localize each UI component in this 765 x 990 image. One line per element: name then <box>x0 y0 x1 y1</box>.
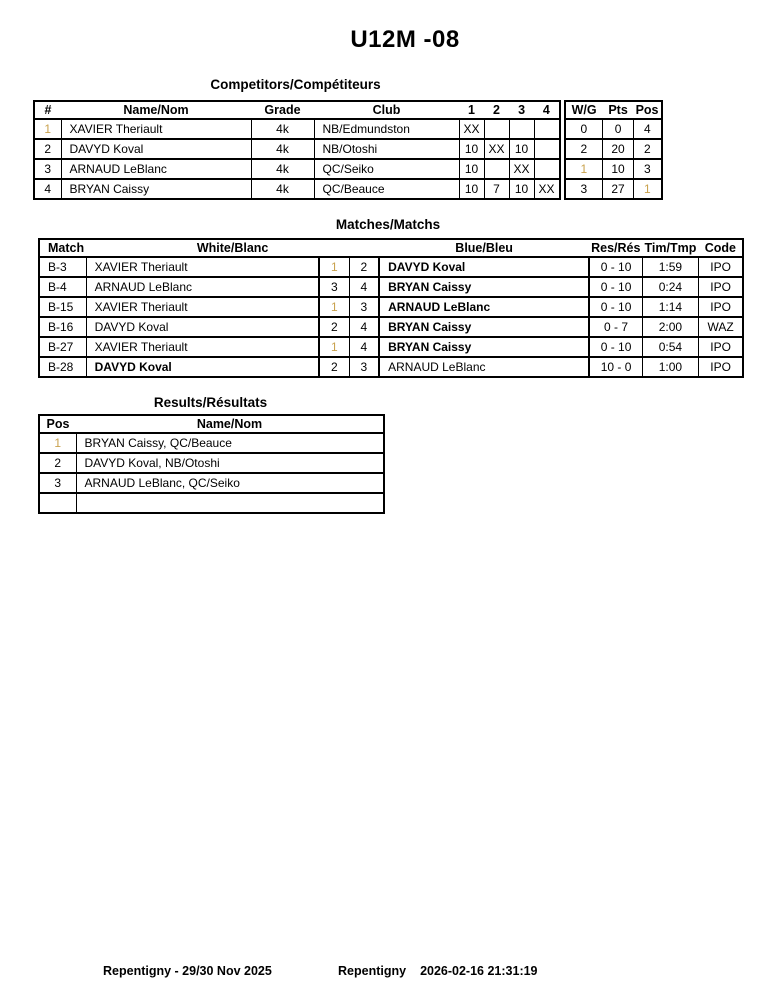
competitors-table <box>33 100 561 200</box>
white-name-cell: XAVIER Theriault <box>86 257 319 277</box>
score-cell-r1: XX <box>459 119 484 139</box>
competitor-number-cell: 1 <box>34 119 61 139</box>
score-cell-r3 <box>509 119 534 139</box>
match-row <box>39 317 743 337</box>
result-cell: 0 - 10 <box>589 257 642 277</box>
time-cell: 1:59 <box>642 257 698 277</box>
col-header-wins: W/G <box>565 101 603 119</box>
col-header-points: Pts <box>603 101 634 119</box>
col-header-round1: 1 <box>459 101 484 119</box>
result-cell: 0 - 10 <box>589 337 642 357</box>
blue-number-cell: 2 <box>349 257 379 277</box>
col-header-white: White/Blanc <box>86 239 379 257</box>
score-cell-r4: XX <box>534 179 560 199</box>
score-cell-r4 <box>534 159 560 179</box>
time-cell: 0:24 <box>642 277 698 297</box>
result-name-cell: ARNAUD LeBlanc, QC/Seiko <box>76 473 384 493</box>
white-number-cell: 1 <box>319 337 349 357</box>
col-header-number: # <box>34 101 61 119</box>
wins-cell: 1 <box>565 159 603 179</box>
blue-name-cell: ARNAUD LeBlanc <box>379 357 589 377</box>
competitor-name-cell: BRYAN Caissy <box>61 179 251 199</box>
match-id-cell: B-16 <box>39 317 86 337</box>
col-header-result: Res/Rés <box>591 241 641 255</box>
match-id-cell: B-3 <box>39 257 86 277</box>
score-cell-r4 <box>534 119 560 139</box>
matches-table <box>38 238 744 378</box>
blue-number-cell: 4 <box>349 277 379 297</box>
wins-cell: 0 <box>565 119 603 139</box>
footer-event-date: Repentigny - 29/30 Nov 2025 <box>103 964 272 978</box>
result-position-cell: 3 <box>39 473 76 493</box>
result-cell: 0 - 10 <box>589 297 642 317</box>
col-header-position: Pos <box>634 101 662 119</box>
blue-number-cell: 4 <box>349 337 379 357</box>
white-number-cell: 2 <box>319 317 349 337</box>
competitor-name-cell: DAVYD Koval <box>61 139 251 159</box>
position-cell: 4 <box>634 119 662 139</box>
competitors-summary-table <box>564 100 663 200</box>
white-number-cell: 3 <box>319 277 349 297</box>
points-cell: 0 <box>603 119 634 139</box>
points-cell: 27 <box>603 179 634 199</box>
blue-name-cell: BRYAN Caissy <box>379 277 589 297</box>
points-cell: 20 <box>603 139 634 159</box>
white-name-cell: XAVIER Theriault <box>86 297 319 317</box>
white-number-cell: 1 <box>319 257 349 277</box>
match-id-cell: B-27 <box>39 337 86 357</box>
blue-name-cell: ARNAUD LeBlanc <box>379 297 589 317</box>
score-cell-r3: 10 <box>509 179 534 199</box>
matches-section <box>38 238 744 378</box>
result-cell: 0 - 7 <box>589 317 642 337</box>
competitor-number-cell: 2 <box>34 139 61 159</box>
col-header-position: Pos <box>39 415 76 433</box>
col-header-name: Name/Nom <box>76 415 384 433</box>
competitor-name-cell: XAVIER Theriault <box>61 119 251 139</box>
competitor-row <box>34 159 560 179</box>
competitor-number-cell: 3 <box>34 159 61 179</box>
competitor-grade-cell: 4k <box>251 179 314 199</box>
result-position-cell <box>39 493 76 513</box>
competitor-grade-cell: 4k <box>251 139 314 159</box>
points-cell: 10 <box>603 159 634 179</box>
competitors-header-row <box>34 101 560 119</box>
col-header-name: Name/Nom <box>61 101 251 119</box>
white-name-cell: XAVIER Theriault <box>86 337 319 357</box>
matches-header-row <box>39 239 743 257</box>
competitor-club-cell: QC/Seiko <box>314 159 459 179</box>
code-cell: IPO <box>698 357 743 377</box>
time-cell: 1:14 <box>642 297 698 317</box>
blue-name-cell: DAVYD Koval <box>379 257 589 277</box>
competitor-number-cell: 4 <box>34 179 61 199</box>
score-cell-r1: 10 <box>459 179 484 199</box>
match-row <box>39 357 743 377</box>
competitor-row <box>34 139 560 159</box>
score-cell-r2: XX <box>484 139 509 159</box>
result-cell: 10 - 0 <box>589 357 642 377</box>
match-row <box>39 277 743 297</box>
competitor-grade-cell: 4k <box>251 159 314 179</box>
position-cell: 3 <box>634 159 662 179</box>
summary-row <box>565 179 662 199</box>
score-cell-r3: 10 <box>509 139 534 159</box>
competitor-row <box>34 179 560 199</box>
result-row <box>39 433 384 453</box>
match-id-cell: B-28 <box>39 357 86 377</box>
match-row <box>39 257 743 277</box>
blue-name-cell: BRYAN Caissy <box>379 317 589 337</box>
competitor-grade-cell: 4k <box>251 119 314 139</box>
summary-row <box>565 119 662 139</box>
result-name-cell: BRYAN Caissy, QC/Beauce <box>76 433 384 453</box>
score-cell-r1: 10 <box>459 139 484 159</box>
competitor-club-cell: NB/Otoshi <box>314 139 459 159</box>
footer-print-info <box>338 964 538 978</box>
competitor-club-cell: QC/Beauce <box>314 179 459 199</box>
col-header-round2: 2 <box>484 101 509 119</box>
code-cell: IPO <box>698 337 743 357</box>
code-cell: IPO <box>698 257 743 277</box>
wins-cell: 2 <box>565 139 603 159</box>
white-name-cell: ARNAUD LeBlanc <box>86 277 319 297</box>
col-header-blue: Blue/Bleu <box>379 239 589 257</box>
summary-header-row <box>565 101 662 119</box>
blue-number-cell: 4 <box>349 317 379 337</box>
summary-row <box>565 159 662 179</box>
white-number-cell: 1 <box>319 297 349 317</box>
score-cell-r2: 7 <box>484 179 509 199</box>
col-header-round3: 3 <box>509 101 534 119</box>
col-header-round4: 4 <box>534 101 560 119</box>
match-row <box>39 297 743 317</box>
white-name-cell: DAVYD Koval <box>86 317 319 337</box>
results-header-row <box>39 415 384 433</box>
col-header-code: Code <box>698 239 743 257</box>
result-position-cell: 1 <box>39 433 76 453</box>
col-header-match: Match <box>39 239 86 257</box>
competitor-row <box>34 119 560 139</box>
score-cell-r3: XX <box>509 159 534 179</box>
col-header-time: Tim/Tmp <box>644 241 697 255</box>
match-id-cell: B-4 <box>39 277 86 297</box>
wins-cell: 3 <box>565 179 603 199</box>
white-number-cell: 2 <box>319 357 349 377</box>
result-row <box>39 473 384 493</box>
result-cell: 0 - 10 <box>589 277 642 297</box>
code-cell: IPO <box>698 297 743 317</box>
match-row <box>39 337 743 357</box>
result-name-cell <box>76 493 384 513</box>
matches-section-title: Matches/Matchs <box>335 217 441 232</box>
footer-print-datetime: 2026-02-16 21:31:19 <box>420 964 538 978</box>
white-name-cell: DAVYD Koval <box>86 357 319 377</box>
blue-number-cell: 3 <box>349 357 379 377</box>
time-cell: 1:00 <box>642 357 698 377</box>
time-cell: 0:54 <box>642 337 698 357</box>
code-cell: WAZ <box>698 317 743 337</box>
result-position-cell: 2 <box>39 453 76 473</box>
result-row <box>39 453 384 473</box>
col-header-grade: Grade <box>251 101 314 119</box>
col-header-club: Club <box>314 101 459 119</box>
time-cell: 2:00 <box>642 317 698 337</box>
score-cell-r1: 10 <box>459 159 484 179</box>
competitor-club-cell: NB/Edmundston <box>314 119 459 139</box>
match-id-cell: B-15 <box>39 297 86 317</box>
page-title: U12M -08 <box>350 26 460 53</box>
position-cell: 1 <box>634 179 662 199</box>
results-section <box>38 414 385 514</box>
position-cell: 2 <box>634 139 662 159</box>
competitor-name-cell: ARNAUD LeBlanc <box>61 159 251 179</box>
blue-name-cell: BRYAN Caissy <box>379 337 589 357</box>
results-table <box>38 414 385 514</box>
results-section-title: Results/Résultats <box>153 395 268 410</box>
code-cell: IPO <box>698 277 743 297</box>
competitors-section <box>33 100 663 200</box>
score-cell-r4 <box>534 139 560 159</box>
result-row <box>39 493 384 513</box>
score-cell-r2 <box>484 119 509 139</box>
score-cell-r2 <box>484 159 509 179</box>
blue-number-cell: 3 <box>349 297 379 317</box>
footer-print-place: Repentigny <box>338 964 407 978</box>
competitors-section-title: Competitors/Compétiteurs <box>210 77 381 92</box>
summary-row <box>565 139 662 159</box>
result-name-cell: DAVYD Koval, NB/Otoshi <box>76 453 384 473</box>
